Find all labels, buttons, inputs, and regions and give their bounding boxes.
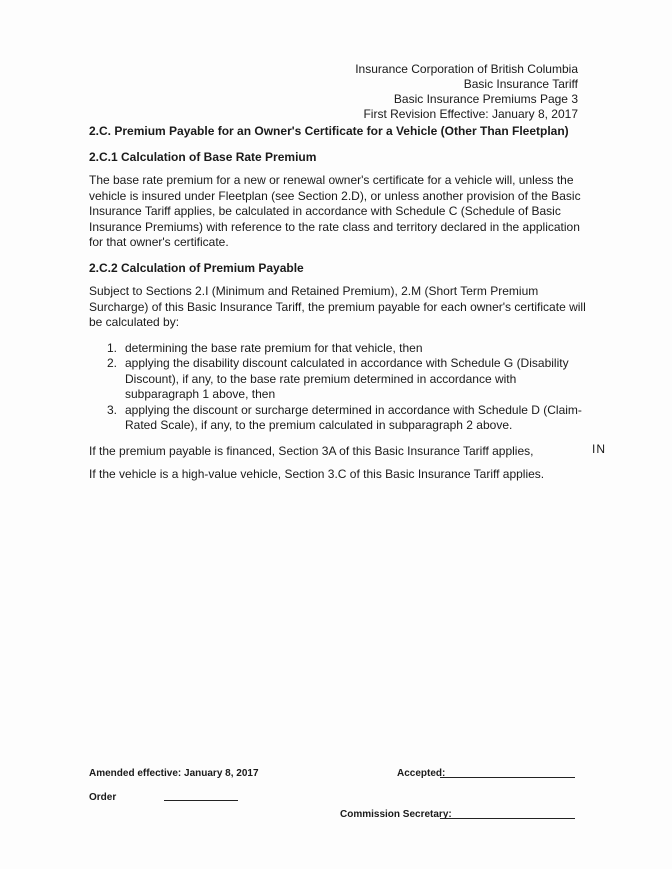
footer-commission-secretary-label: Commission Secretary: [340, 809, 452, 820]
footer-order-line [164, 800, 238, 801]
footer-order-label: Order [89, 792, 117, 803]
list-item-text: applying the discount or surcharge determined in accordance with Schedule D (Claim-Rated Scale), if any, to the premium calculated in subparagraph 2 above. [125, 402, 582, 432]
list-item-text: determining the base rate premium for that vehicle, then [125, 340, 423, 355]
list-item [107, 341, 589, 357]
calculation-steps-list [89, 341, 589, 434]
list-item [107, 403, 589, 434]
subsection-2-intro: Subject to Sections 2.I (Minimum and Retained Premium), 2.M (Short Term Premium Surcharge) of this Basic Insurance Tariff, the premium payable for each owner's certificate will be calculated by: [89, 284, 586, 329]
document-header [355, 62, 578, 122]
list-item-text: applying the disability discount calculated in accordance with Schedule G (Disability Discount), if any, to the base rate premium determined in accordance with subparagraph 1 above, then [125, 356, 569, 401]
header-tariff: Basic Insurance Tariff [463, 77, 578, 91]
list-item-number: 2. [107, 356, 118, 370]
subsection-1-paragraph: The base rate premium for a new or renewal owner's certificate for a vehicle will, unless the vehicle is insured under Fleetplan (see Section 2.D), or unless another provision of the Basic Insurance Tariff applies, be calculated in accordance with Schedule C (Schedule of Basic Insurance Premiums) with reference to the rate class and territory declared in the application for that owner's certificate. [89, 173, 581, 249]
financed-note: If the premium payable is financed, Section 3A of this Basic Insurance Tariff applies, [89, 443, 534, 458]
high-value-note: If the vehicle is a high-value vehicle, Section 3.C of this Basic Insurance Tariff applies. [89, 467, 545, 481]
header-revision: First Revision Effective: January 8, 2017 [363, 107, 578, 121]
footer-commission-signature-line [440, 818, 575, 819]
header-page-title: Basic Insurance Premiums Page 3 [393, 92, 578, 106]
header-organization: Insurance Corporation of British Columbia [355, 62, 578, 76]
footer-amended-date: Amended effective: January 8, 2017 [89, 768, 259, 779]
list-item [107, 356, 589, 403]
revision-margin-mark: IN [592, 442, 606, 456]
subsection-1-title: 2.C.1 Calculation of Base Rate Premium [89, 149, 317, 164]
subsection-2-title: 2.C.2 Calculation of Premium Payable [89, 260, 304, 275]
footer-accepted-label: Accepted: [397, 768, 446, 779]
document-body [89, 124, 589, 491]
list-item-number: 3. [107, 402, 118, 417]
section-title: 2.C. Premium Payable for an Owner's Certificate for a Vehicle (Other Than Fleetplan) [89, 124, 569, 138]
footer-accepted-signature-line [440, 777, 575, 778]
list-item-number: 1. [107, 340, 118, 355]
